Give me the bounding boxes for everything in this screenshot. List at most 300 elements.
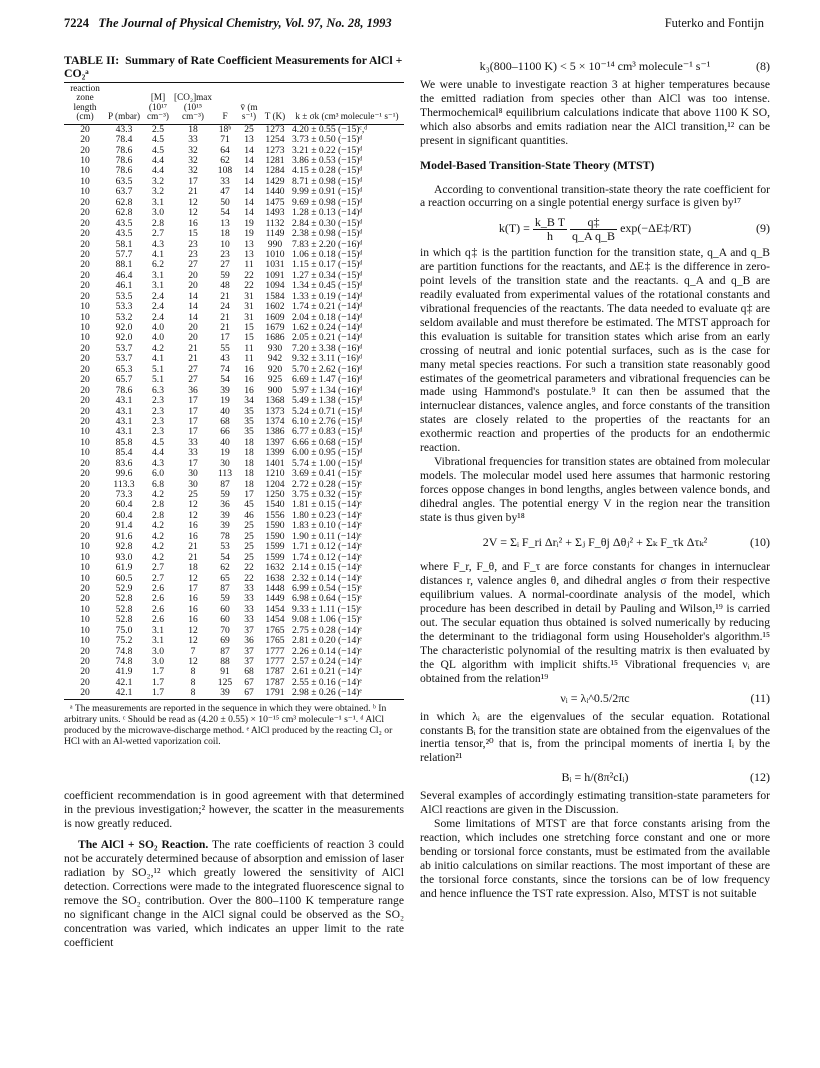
table-cell: 1373 xyxy=(265,405,285,417)
table-cell: 21 xyxy=(220,322,230,334)
table-cell: 20 xyxy=(80,468,90,480)
table-cell: 4.2 xyxy=(152,530,164,542)
table-cell: 25 xyxy=(244,123,254,135)
table-cell: 2.8 xyxy=(152,217,164,229)
table-cell: 25 xyxy=(244,551,254,563)
table-cell: 91.6 xyxy=(115,530,133,542)
table-cell: 2.6 xyxy=(152,582,164,594)
table-cell: 39 xyxy=(220,384,230,396)
table-cell: 1281 xyxy=(265,155,285,167)
table-cell: 1.34 ± 0.45 (−15)ᵈ xyxy=(292,280,363,292)
table-cell: 1765 xyxy=(265,635,285,647)
table-cell: 1.28 ± 0.13 (−14)ᵈ xyxy=(292,207,363,219)
table-cell: 1386 xyxy=(265,426,285,438)
table-cell: 1210 xyxy=(265,468,285,480)
table-cell: 14 xyxy=(244,144,254,156)
table-cell: 14 xyxy=(244,207,254,219)
table-cell: 2.61 ± 0.21 (−14)ᵉ xyxy=(292,666,362,678)
table-cell: 6.3 xyxy=(152,384,164,396)
table-cell: 83.6 xyxy=(115,457,133,469)
table-cell: 2.3 xyxy=(152,405,164,417)
table-cell: 33 xyxy=(244,603,254,615)
table-cell: 60 xyxy=(220,614,230,626)
table-cell: 12 xyxy=(188,196,198,208)
equation-9-fraction-1 xyxy=(533,216,567,243)
table-cell: 62.8 xyxy=(115,196,133,208)
table-cell: 65 xyxy=(220,572,230,584)
table-cell: 1132 xyxy=(265,217,285,229)
equation-8-body: k₃(800–1100 K) < 5 × 10⁻¹⁴ cm³ molecule⁻¹ s⁻¹ xyxy=(479,59,711,73)
table-cell: 20 xyxy=(188,280,198,292)
table-cell: 10 xyxy=(80,322,90,334)
table-cell: 6.10 ± 2.76 (−15)ᵈ xyxy=(292,415,363,427)
table-cell: 1440 xyxy=(265,186,285,198)
table-cell: 17 xyxy=(188,395,198,407)
table-cell: 46.4 xyxy=(115,269,133,281)
table-cell: 4.15 ± 0.28 (−15)ᵈ xyxy=(292,165,363,177)
table-cell: 17 xyxy=(188,582,198,594)
table-cell: 1791 xyxy=(260,688,290,699)
table-cell: 6.77 ± 0.83 (−15)ᵈ xyxy=(292,426,363,438)
table-cell: 20 xyxy=(80,520,90,532)
table-cell: 31 xyxy=(244,301,254,313)
table-cell: 36 xyxy=(244,635,254,647)
table-cell: 2.3 xyxy=(152,395,164,407)
table-cell: 5.24 ± 0.71 (−15)ᵈ xyxy=(292,405,363,417)
table-cell: 4.2 xyxy=(152,520,164,532)
table-cell: 13 xyxy=(220,217,230,229)
table-cell: 18 xyxy=(244,478,254,490)
table-cell: 21 xyxy=(188,342,198,354)
table-cell: 71 xyxy=(220,134,230,146)
equation-10-number: (10) xyxy=(750,535,770,550)
table-cell: 1.80 ± 0.23 (−14)ᵉ xyxy=(292,509,362,521)
table-cell: 73.3 xyxy=(115,489,133,501)
table-cell: 1368 xyxy=(265,395,285,407)
right-paragraph-5: where F_r, F_θ, and F_τ are force constants for changes in internuclear distances r, valence angles θ, and dihedral angles σ from their respective equilibrium values. A normal-coordinate analysis of the model, which procedure has been described in detail by Pauling and Wilson,¹⁹ is carried out. The secular equation thus obtained is solved numerically by reducing the determinant to the tridiagonal form using Householder's algorithm.¹⁵ The characteristic polynomial of the resulting matrix is then evaluated by the QL algorithm with implicit shifts.¹⁵ Vibrational frequencies νᵢ are obtained from the relation¹⁹ xyxy=(420,560,770,685)
equation-11-number: (11) xyxy=(750,690,770,705)
table-cell: 20 xyxy=(80,384,90,396)
table-cell: 1609 xyxy=(265,311,285,323)
table-cell: 88.1 xyxy=(115,259,133,271)
table-cell: 1149 xyxy=(265,228,285,240)
table-caption: Summary of Rate Coefficient Measurements for AlCl + CO₂ᵃ xyxy=(64,53,403,80)
table-cell: 1.06 ± 0.18 (−15)ᵈ xyxy=(292,248,363,260)
table-cell: 2.32 ± 0.14 (−14)ᵉ xyxy=(292,572,362,584)
table-cell: 88 xyxy=(220,656,230,668)
table-cell: 20 xyxy=(80,478,90,490)
table-cell: 4.1 xyxy=(152,353,164,365)
table-cell: 20 xyxy=(80,489,90,501)
table-cell: 50 xyxy=(220,196,230,208)
table-cell: 54 xyxy=(220,551,230,563)
table-cell: 1686 xyxy=(265,332,285,344)
table-cell: 4.2 xyxy=(152,551,164,563)
column-header: T (K) xyxy=(260,83,290,124)
table-cell: 92.0 xyxy=(115,322,133,334)
table-cell: 3.1 xyxy=(152,196,164,208)
table-cell: 12 xyxy=(188,572,198,584)
table-cell: 1475 xyxy=(265,196,285,208)
table-cell: 18 xyxy=(244,468,254,480)
table-cell: 25 xyxy=(244,541,254,553)
equation-9-fraction-2 xyxy=(570,216,617,243)
table-cell: 12 xyxy=(188,656,198,668)
table-cell: 21 xyxy=(188,353,198,365)
table-cell: 20 xyxy=(80,676,90,688)
table-cell: 20 xyxy=(80,248,90,260)
table-cell: 31 xyxy=(244,311,254,323)
table-cell: 14 xyxy=(244,165,254,177)
table-cell: 925 xyxy=(267,374,283,386)
table-cell: 4.2 xyxy=(152,541,164,553)
table-cell: 10 xyxy=(80,436,90,448)
table-cell: 1679 xyxy=(265,322,285,334)
table-cell: 16 xyxy=(244,363,254,375)
table-cell: 10 xyxy=(80,614,90,626)
table-cell: 7.20 ± 3.38 (−16)ᵈ xyxy=(292,342,363,354)
table-cell: 16 xyxy=(188,603,198,615)
table-cell: 36 xyxy=(220,499,230,511)
table-row xyxy=(64,542,404,552)
table-cell: 20 xyxy=(80,259,90,271)
table-cell: 1204 xyxy=(265,478,285,490)
table-row xyxy=(64,208,404,218)
table-cell: 4.2 xyxy=(152,342,164,354)
table-cell: 27 xyxy=(220,259,230,271)
table-cell: 43 xyxy=(220,353,230,365)
table-cell: 20 xyxy=(80,280,90,292)
table-cell: 55 xyxy=(220,342,230,354)
table-cell: 60.4 xyxy=(115,509,133,521)
journal-citation: The Journal of Physical Chemistry, Vol. 97, No. 28, 1993 xyxy=(98,16,392,30)
table-cell: 2.8 xyxy=(152,499,164,511)
table-cell: 113.3 xyxy=(113,478,135,490)
table-cell: 17 xyxy=(188,426,198,438)
table-cell: 10 xyxy=(80,603,90,615)
table-cell: 67 xyxy=(238,688,260,699)
table-cell: 87 xyxy=(220,582,230,594)
table-cell: 18 xyxy=(244,436,254,448)
table-cell: 1.7 xyxy=(142,688,174,699)
table-cell: 20 xyxy=(80,582,90,594)
table-cell: 3.73 ± 0.50 (−15)ᵈ xyxy=(292,134,363,146)
table-cell: 1273 xyxy=(265,123,285,135)
table-cell: 14 xyxy=(244,175,254,187)
table-cell: 20 xyxy=(188,269,198,281)
table-cell: 5.49 ± 1.38 (−15)ᵈ xyxy=(292,395,363,407)
table-cell: 65.3 xyxy=(115,363,133,375)
table-cell: 33 xyxy=(244,614,254,626)
equation-8 xyxy=(420,54,770,78)
table-row xyxy=(64,135,404,145)
table-cell: 87 xyxy=(220,478,230,490)
table-cell: 3.75 ± 0.32 (−15)ᵉ xyxy=(292,489,362,501)
table-cell: 20 xyxy=(80,207,90,219)
table-cell: 1638 xyxy=(265,572,285,584)
table-cell: 1493 xyxy=(265,207,285,219)
equation-12-body: Bᵢ = h/(8π²cIᵢ) xyxy=(561,770,629,785)
table-cell: 68 xyxy=(220,415,230,427)
table-cell: 920 xyxy=(267,363,283,375)
table-cell: 10 xyxy=(80,624,90,636)
table-cell: 1602 xyxy=(265,301,285,313)
table-cell: 1254 xyxy=(265,134,285,146)
table-cell: 2.8 xyxy=(152,509,164,521)
table-cell: 6.2 xyxy=(152,259,164,271)
right-paragraph-6: in which λᵢ are the eigenvalues of the secular equation. Rotational constants Bᵢ for the transition state are obtained from the eigenvalues of the inertia tensor,²⁰ that is, from the principal moments of inertia Iᵢ by the relation²¹ xyxy=(420,709,770,765)
table-cell: 43.1 xyxy=(115,405,133,417)
table-row xyxy=(64,396,404,406)
table-cell: 1454 xyxy=(265,603,285,615)
table-cell: 20 xyxy=(64,688,106,699)
table-cell: 16 xyxy=(244,374,254,386)
table-cell: 14 xyxy=(188,290,198,302)
table-cell: 27 xyxy=(188,374,198,386)
table-cell: 62.8 xyxy=(115,207,133,219)
table-cell: 1449 xyxy=(265,593,285,605)
table-footnote: ᵃ The measurements are reported in the sequence in which they were obtained. ᵇ In arbitrary units. ᶜ Should be read as (4.20 ± 0.55) × 10⁻¹⁵ cm³ molecule⁻¹ s⁻¹. ᵈ AlCl produced by the microwave-discharge method. ᵉ AlCl produced by the reacting Cl₂ or HCl with an Al-wetted vaporization coil. xyxy=(64,702,393,747)
table-cell: 10 xyxy=(80,165,90,177)
table-cell: 45 xyxy=(244,499,254,511)
table-cell: 16 xyxy=(188,614,198,626)
column-header: [CO₂]max (10¹⁵ cm⁻³) xyxy=(174,83,212,124)
table-cell: 19 xyxy=(220,395,230,407)
table-cell: 2.75 ± 0.28 (−14)ᵉ xyxy=(292,624,362,636)
table-cell: 48 xyxy=(220,280,230,292)
table-cell: 2.6 xyxy=(152,603,164,615)
table-cell: 10 xyxy=(220,238,230,250)
left-paragraph-1: coefficient recommendation is in good agreement with that determined in the previous investigation;² however, the scatter in the measurements is now greatly reduced. xyxy=(64,788,404,830)
table-cell: 27 xyxy=(188,259,198,271)
right-column xyxy=(420,54,770,901)
table-cell: 1374 xyxy=(265,415,285,427)
table-cell: 4.5 xyxy=(152,144,164,156)
table-cell: 3.0 xyxy=(152,645,164,657)
table-cell: 20 xyxy=(80,228,90,240)
table-cell: 20 xyxy=(80,656,90,668)
table-cell: 1.7 xyxy=(152,676,164,688)
table-cell: 10 xyxy=(80,301,90,313)
table-cell: 91.4 xyxy=(115,520,133,532)
table-cell: 16 xyxy=(188,593,198,605)
table-cell: 53.7 xyxy=(115,353,133,365)
table-cell: 1.74 ± 0.12 (−14)ᵉ xyxy=(292,551,362,563)
table-cell: 16 xyxy=(188,530,198,542)
table-cell: 39 xyxy=(212,688,238,699)
table-cell: 18ᵇ xyxy=(218,123,232,135)
table-cell: 35 xyxy=(244,415,254,427)
table-cell: 1397 xyxy=(265,436,285,448)
table-cell: 20 xyxy=(80,134,90,146)
table-cell: 3.1 xyxy=(152,280,164,292)
table-cell: 1787 xyxy=(265,666,285,678)
table-cell: 78.4 xyxy=(115,134,133,146)
table-cell: 65.7 xyxy=(115,374,133,386)
table-cell: 62 xyxy=(220,562,230,574)
table-cell: 92.8 xyxy=(115,541,133,553)
table-row xyxy=(64,229,404,239)
table-cell: 39 xyxy=(220,509,230,521)
table-cell: 53.7 xyxy=(115,342,133,354)
table-cell: 31 xyxy=(244,290,254,302)
table-cell: 17 xyxy=(220,332,230,344)
table-cell: 60 xyxy=(220,603,230,615)
right-paragraph-3: in which q‡ is the partition function for the transition state, q_A and q_B are partition functions for the reactants, and ΔE‡ is the difference in zero-point levels of the transition state and the reactants. q_A and q_B are readily evaluated from experimental values of the rotational constants and vibrational frequencies of the reactants. The data needed to evaluate q‡ are seldom available and must therefore be estimated. The MTST approach for this evaluation is suitable for transition states which arise from an early crossing of neutral and ionic potential surfaces, such as is the case for many metal species reactions. For such a transition state reasonably good estimates of the geometrical parameters and vibrational frequencies can be made using Hammond's postulate.⁹ It can then be assumed that the internuclear distances, valence angles, and force constants of the transition states are closely related to the properties of the reactants for an exothermic reaction and properties of the products for an endothermic reaction. xyxy=(420,246,770,455)
table-cell: 1584 xyxy=(265,290,285,302)
column-header: P (mbar) xyxy=(106,83,142,124)
table-cell: 10 xyxy=(80,175,90,187)
table-cell: 2.7 xyxy=(152,228,164,240)
table-cell: 1556 xyxy=(265,509,285,521)
table-cell: 18 xyxy=(220,228,230,240)
table-cell: 24 xyxy=(220,301,230,313)
table-cell: 7 xyxy=(190,645,196,657)
table-cell: 125 xyxy=(217,676,233,688)
table-cell: 53.2 xyxy=(115,311,133,323)
table-cell: 20 xyxy=(80,290,90,302)
table-cell: 21 xyxy=(188,541,198,553)
table-cell: 33 xyxy=(220,175,230,187)
table-cell: 13 xyxy=(244,134,254,146)
table-cell: 17 xyxy=(188,415,198,427)
table-cell: 1010 xyxy=(265,248,285,260)
table-cell: 2.4 xyxy=(152,290,164,302)
column-header: F xyxy=(212,83,238,124)
table-cell: 2.6 xyxy=(152,593,164,605)
so2-reaction-text: The rate coefficients of reaction 3 could not be accurately determined because of absorption and emission of laser radiation by SO₂,¹² which greatly lowered the sensitivity of AlCl detection. Corrections were made to the integrated fluorescence signal to remove the SO₂ contribution. Over the 800–1100 K temperature range no significant change in the AlCl signal could be observed as the SO₂ concentration was varied, which indicates an upper limit to the rate coefficient xyxy=(64,838,405,949)
table-cell: 1094 xyxy=(265,280,285,292)
table-cell: 2.04 ± 0.18 (−14)ᵈ xyxy=(292,311,363,323)
table-cell: 19 xyxy=(244,217,254,229)
table-cell: 46.1 xyxy=(115,280,133,292)
table-cell: 37 xyxy=(244,656,254,668)
table-cell: 92.0 xyxy=(115,332,133,344)
table-cell: 930 xyxy=(267,342,283,354)
table-row xyxy=(64,636,404,646)
table-cell: 8 xyxy=(174,688,212,699)
table-cell: 20 xyxy=(80,509,90,521)
table-cell: 19 xyxy=(244,228,254,240)
table-cell: 43.1 xyxy=(115,415,133,427)
table-cell: 1.90 ± 0.11 (−14)ᵉ xyxy=(292,530,362,542)
table-cell: 32 xyxy=(188,155,198,167)
table-cell: 22 xyxy=(244,269,254,281)
table-cell: 35 xyxy=(244,405,254,417)
table-cell: 23 xyxy=(188,248,198,260)
table-cell: 20 xyxy=(80,144,90,156)
equation-9-lhs: k(T) = xyxy=(498,221,530,236)
table-cell: 2.98 ± 0.26 (−14)ᵉ xyxy=(290,688,404,699)
table-cell: 6.0 xyxy=(152,468,164,480)
table-cell: 12 xyxy=(188,207,198,219)
table-cell: 64 xyxy=(220,144,230,156)
table-cell: 9.69 ± 0.98 (−15)ᵈ xyxy=(292,196,363,208)
column-header: v̄ (m s⁻¹) xyxy=(238,83,260,124)
table-cell: 5.97 ± 1.34 (−16)ᵈ xyxy=(292,384,363,396)
table-cell: 2.72 ± 0.28 (−15)ᵉ xyxy=(292,478,362,490)
table-cell: 4.20 ± 0.55 (−15)ᶜ,ᵈ xyxy=(292,123,368,135)
table-cell: 6.8 xyxy=(152,478,164,490)
table-cell: 2.5 xyxy=(152,123,164,135)
table-cell: 59 xyxy=(220,269,230,281)
table-cell: 2.7 xyxy=(152,562,164,574)
table-cell: 16 xyxy=(188,520,198,532)
column-header: reaction zone length (cm) xyxy=(64,83,106,124)
table-cell: 59 xyxy=(220,593,230,605)
table-cell: 30 xyxy=(188,468,198,480)
table-cell: 18 xyxy=(188,123,198,135)
table-cell: 3.69 ± 0.41 (−15)ᵉ xyxy=(292,468,362,480)
right-paragraph-2: According to conventional transition-state theory the rate coefficient for a reaction occurring on a single potential energy surface is given by¹⁷ xyxy=(420,182,770,210)
table-cell: 14 xyxy=(188,301,198,313)
equation-10-body: 2V = Σᵢ F_ri Δrᵢ² + Σⱼ F_θj Δθⱼ² + Σₖ F_τk Δτₖ² xyxy=(482,535,708,550)
table-cell: 67 xyxy=(244,676,254,688)
table-cell: 7.83 ± 2.20 (−16)ᵈ xyxy=(292,238,363,250)
table-cell: 6.99 ± 0.54 (−15)ᵉ xyxy=(292,582,362,594)
table-cell: 78.6 xyxy=(115,155,133,167)
table-cell: 1599 xyxy=(265,551,285,563)
table-cell: 53 xyxy=(220,541,230,553)
rate-coefficient-table xyxy=(64,83,404,700)
table-row xyxy=(64,302,404,312)
table-cell: 2.4 xyxy=(152,311,164,323)
table-cell: 20 xyxy=(80,405,90,417)
table-row xyxy=(64,469,404,479)
table-cell: 18 xyxy=(244,457,254,469)
table-cell: 85.8 xyxy=(115,436,133,448)
table-cell: 57.7 xyxy=(115,248,133,260)
table-cell: 1540 xyxy=(265,499,285,511)
table-cell: 19 xyxy=(220,447,230,459)
table-cell: 4.3 xyxy=(152,457,164,469)
table-cell: 20 xyxy=(80,374,90,386)
table-cell: 1590 xyxy=(265,520,285,532)
table-cell: 2.3 xyxy=(152,426,164,438)
right-paragraph-1: We were unable to investigate reaction 3 at higher temperatures because the emitted radiation from species other than AlCl was too intense. Thermochemical⁸ equilibrium calculations indicate that above 1100 K SO, which also absorbs and emits radiation near the AlCl transition,¹² can be present in significant quantities. xyxy=(420,78,770,147)
table-cell: 78.6 xyxy=(115,144,133,156)
table-cell: 99.6 xyxy=(115,468,133,480)
table-cell: 43.5 xyxy=(115,228,133,240)
table-cell: 1.81 ± 0.15 (−14)ᵉ xyxy=(292,499,362,511)
table-cell: 35 xyxy=(244,426,254,438)
table-cell: 60.4 xyxy=(115,499,133,511)
table-cell: 1401 xyxy=(265,457,285,469)
table-cell: 12 xyxy=(188,509,198,521)
table-cell: 6.98 ± 0.64 (−15)ᵉ xyxy=(292,593,362,605)
table-cell: 20 xyxy=(80,499,90,511)
table-cell: 4.5 xyxy=(152,436,164,448)
table-cell: 43.1 xyxy=(115,426,133,438)
table-cell: 54 xyxy=(220,207,230,219)
right-paragraph-8: Some limitations of MTST are that force constants arising from the reaction, which includes one stretching force constant and one or more bending or torsional force constants, must be estimated from the available ab initio calculations on similar reactions. The most important of these are the torsional force constants, since the torsions can be of low frequency and hence influence the TST rate expression. Also, MTST is not suitable xyxy=(420,817,770,900)
table-cell: 52.9 xyxy=(115,582,133,594)
table-cell: 1777 xyxy=(265,656,285,668)
header-left xyxy=(64,16,392,31)
table-cell: 1091 xyxy=(265,269,285,281)
table-cell: 41.9 xyxy=(115,666,133,678)
table-cell: 1031 xyxy=(265,259,285,271)
table-cell: 21 xyxy=(220,311,230,323)
left-column xyxy=(64,54,404,950)
header-authors: Futerko and Fontijn xyxy=(664,16,764,30)
table-cell: 87 xyxy=(220,645,230,657)
table-cell: 70 xyxy=(220,624,230,636)
table-cell: 18 xyxy=(244,447,254,459)
table-cell: 1590 xyxy=(265,530,285,542)
equation-9-frac1-denominator: h xyxy=(546,229,553,244)
table-body xyxy=(64,124,404,699)
